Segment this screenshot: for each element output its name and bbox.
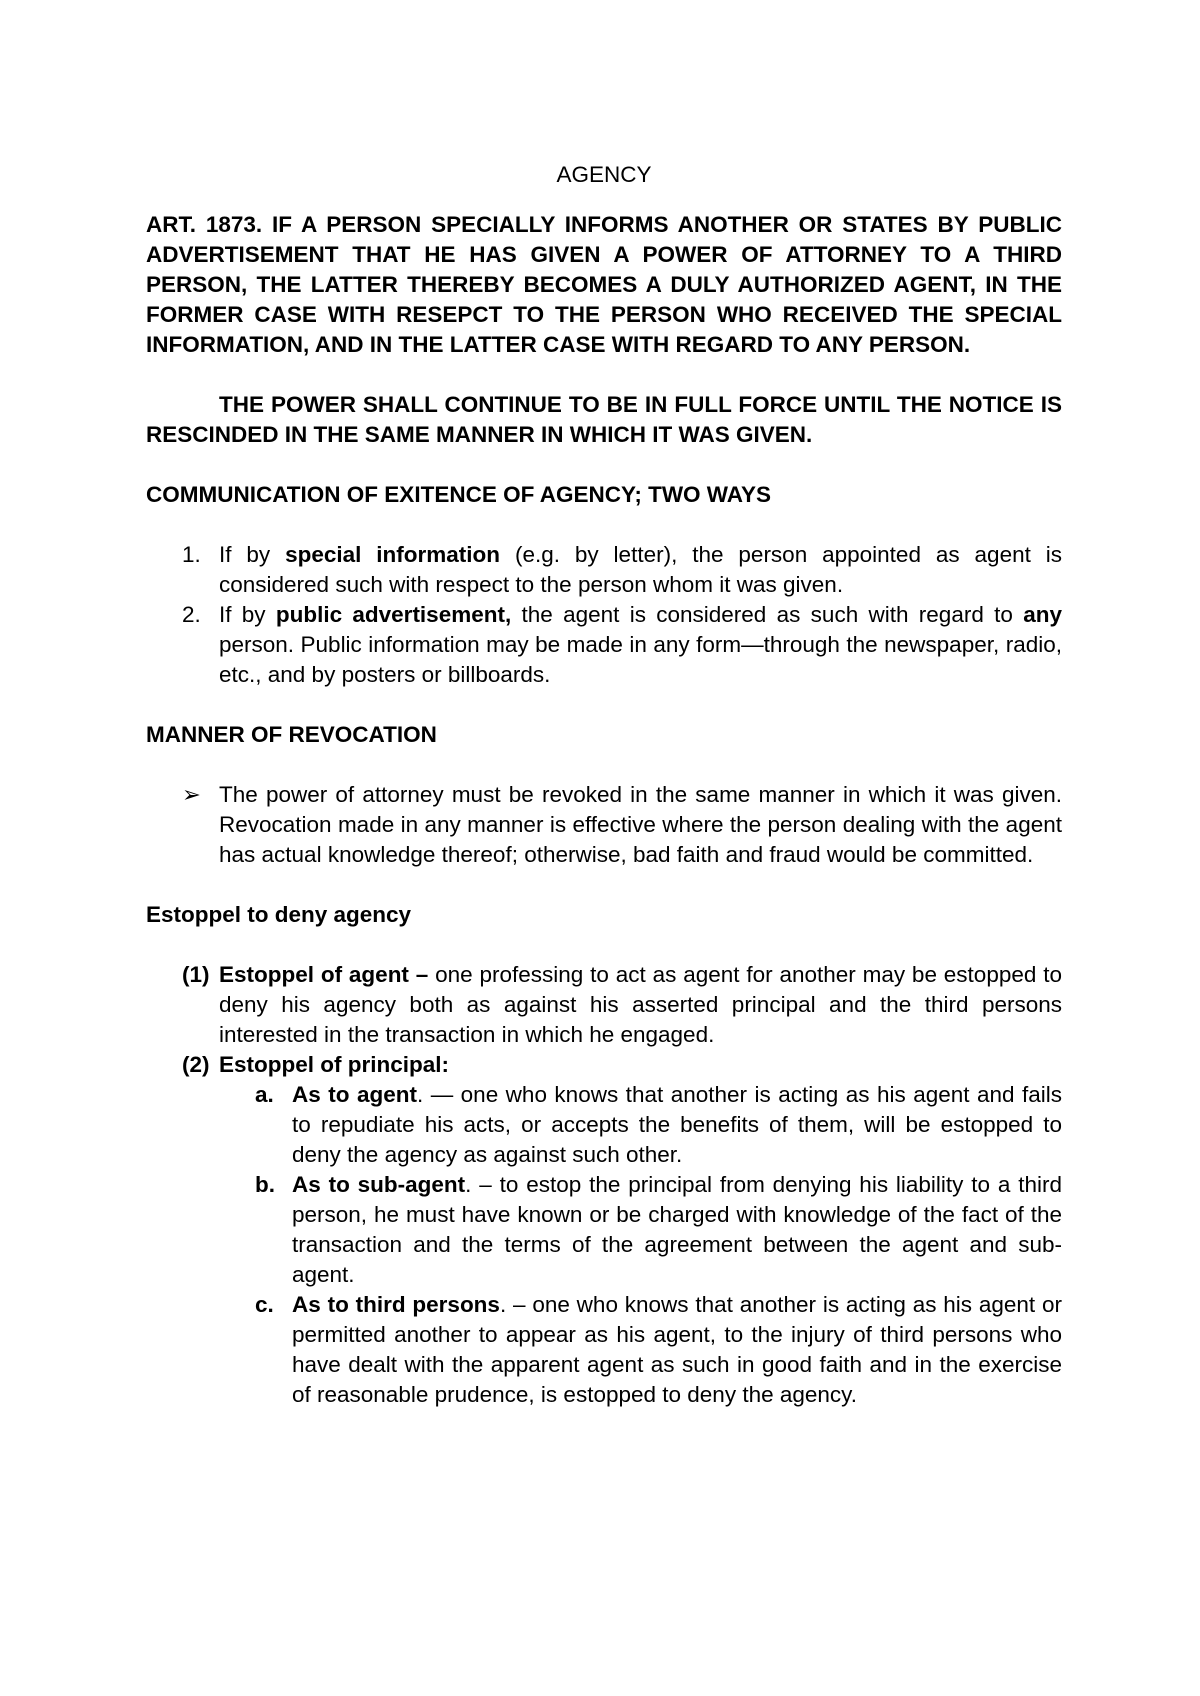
sub-list-letter: c. [255, 1292, 274, 1317]
item-text: person. Public information may be made in any form—through the newspaper, radio, etc., and by posters or billboards. [219, 632, 1062, 687]
document-body [146, 160, 1062, 1410]
item-bold-term: special information [285, 542, 501, 567]
list-number: 1. [182, 542, 201, 567]
sub-list-item [146, 1170, 1062, 1290]
item-text: If by [219, 602, 276, 627]
revocation-heading: MANNER OF REVOCATION [146, 722, 437, 747]
list-item [146, 960, 1062, 1050]
article-1873-paragraph: ART. 1873. IF A PERSON SPECIALLY INFORMS ANOTHER OR STATES BY PUBLIC ADVERTISEMENT THAT HE HAS GIVEN A POWER OF ATTORNEY TO A THIRD PERSON, THE LATTER THEREBY BECOMES A DULY AUTHORIZED AGENT, IN THE FORMER CASE WITH RESEPCT TO THE PERSON WHO RECEIVED THE SPECIAL INFORMATION, AND IN THE LATTER CASE WITH REGARD TO ANY PERSON. [146, 212, 1062, 357]
communication-heading: COMMUNICATION OF EXITENCE OF AGENCY; TWO WAYS [146, 482, 772, 507]
item-bold-term: Estoppel of agent – [219, 962, 429, 987]
list-item [146, 540, 1062, 600]
item-bold-term: As to sub-agent [292, 1172, 466, 1197]
item-bold-term: As to third persons [292, 1292, 500, 1317]
estoppel-list [146, 960, 1062, 1410]
item-text: one professing to act as agent for another may be estopped to deny his agency both as against his asserted principal and the third persons interested in the transaction in which he engaged. [219, 962, 1062, 1047]
revocation-list [146, 780, 1062, 870]
item-text: The power of attorney must be revoked in the same manner in which it was given. Revocation made in any manner is effective where the person dealing with the agent has actual knowledge thereof; otherwise, bad faith and fraud would be committed. [219, 782, 1062, 867]
item-bold-term: any [1023, 602, 1062, 627]
list-number: (2) [182, 1052, 210, 1077]
article-1873-continuation: THE POWER SHALL CONTINUE TO BE IN FULL FORCE UNTIL THE NOTICE IS RESCINDED IN THE SAME MANNER IN WHICH IT WAS GIVEN. [146, 392, 1062, 447]
list-number: (1) [182, 962, 210, 987]
item-text: the agent is considered as such with regard to [511, 602, 1024, 627]
item-text: . — one who knows that another is acting as his agent and fails to repudiate his acts, or accepts the benefits of them, will be estopped to deny the agency as against such other. [292, 1082, 1063, 1167]
list-item [146, 600, 1062, 690]
list-item [146, 1050, 1062, 1080]
item-bold-term: public advertisement, [275, 602, 512, 627]
list-item [146, 780, 1062, 870]
item-text: (e.g. by letter), the person appointed as agent is considered such with respect to the person whom it was given. [219, 542, 1062, 597]
item-text: If by [219, 542, 286, 567]
item-bold-term: Estoppel of principal: [219, 1052, 450, 1077]
sub-list-letter: b. [255, 1172, 275, 1197]
item-text: . – to estop the principal from denying his liability to a third person, he must have known or be charged with knowledge of the fact of the transaction and the terms of the agreement between the agent and sub-agent. [292, 1172, 1062, 1287]
list-number: 2. [182, 602, 201, 627]
communication-list [146, 540, 1062, 690]
sub-list-item [146, 1080, 1062, 1170]
document-title: AGENCY [556, 162, 652, 187]
item-text: . – one who knows that another is acting as his agent or permitted another to appear as his agent, to the injury of third persons who have dealt with the apparent agent as such in good faith and in the exercise of reasonable prudence, is estopped to deny the agency. [292, 1292, 1062, 1407]
estoppel-heading: Estoppel to deny agency [146, 902, 412, 927]
sub-list-item [146, 1290, 1062, 1410]
arrow-bullet-icon: ➢ [182, 782, 201, 807]
item-bold-term: As to agent [292, 1082, 417, 1107]
sub-list-letter: a. [255, 1082, 274, 1107]
